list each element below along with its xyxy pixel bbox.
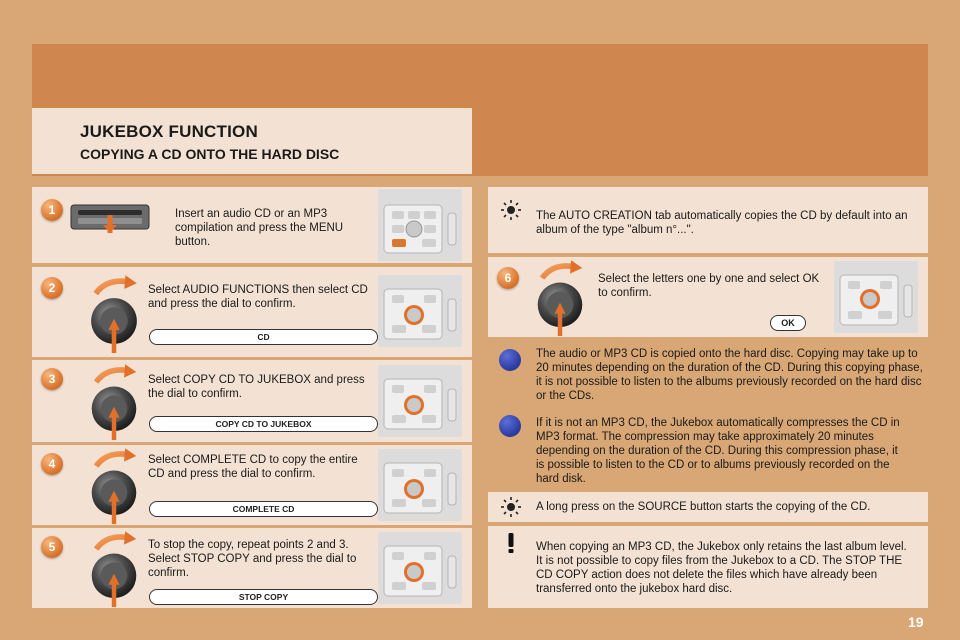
info-dot-icon (499, 349, 521, 371)
step-text: Select the letters one by one and select OK to confirm. (598, 273, 820, 299)
warning-mp3-copy (488, 526, 928, 608)
step-number-badge: 5 (41, 536, 63, 558)
page-title: JUKEBOX FUNCTION (80, 122, 258, 141)
menu-label-cd: CD (149, 329, 378, 345)
menu-label-copy-cd-to-jukebox: COPY CD TO JUKEBOX (149, 416, 378, 432)
light-bulb-icon (500, 199, 522, 221)
radio-control-panel (378, 365, 462, 437)
info-dot-icon (499, 415, 521, 437)
menu-label-ok: OK (770, 315, 806, 331)
warning-text: When copying an MP3 CD, the Jukebox only retains the last album level. It is not possible to copy files from the Jukebox to a CD. The STOP THE CD COPY action does not delete the files which have already been transferred onto the jukebox hard disc. (536, 541, 907, 595)
step-text: To stop the copy, repeat points 2 and 3. Select STOP COPY and press the dial to confirm. (148, 539, 357, 579)
step-number-badge: 3 (41, 368, 63, 390)
tip-text: A long press on the SOURCE button starts the copying of the CD. (536, 501, 871, 513)
step-number-badge: 4 (41, 453, 63, 475)
page-subtitle: COPYING A CD ONTO THE HARD DISC (80, 146, 340, 162)
page-number: 19 (908, 614, 924, 630)
light-bulb-icon (500, 496, 522, 518)
menu-label-stop-copy: STOP COPY (149, 589, 378, 605)
step-text: Select AUDIO FUNCTIONS then select CD and press the dial to confirm. (148, 284, 368, 310)
radio-control-panel (378, 189, 462, 261)
rotary-dial-icon (84, 273, 144, 353)
step-number-badge: 6 (497, 267, 519, 289)
step-text: Select COMPLETE CD to copy the entire CD and press the dial to confirm. (148, 454, 358, 480)
step-1 (32, 187, 472, 263)
radio-control-panel (378, 532, 462, 604)
info-text: The audio or MP3 CD is copied onto the hard disc. Copying may take up to 20 minutes depending on the duration of the CD. During this copying phase, it is not possible to listen to the albums previously recorded on the hard disc or the CDs. (536, 348, 923, 402)
step-2 (32, 267, 472, 357)
step-3 (32, 360, 472, 442)
menu-label-complete-cd: COMPLETE CD (149, 501, 378, 517)
step-number-badge: 1 (41, 199, 63, 221)
rotary-dial-icon (84, 446, 144, 524)
step-5 (32, 528, 472, 608)
step-text: Select COPY CD TO JUKEBOX and press the dial to confirm. (148, 374, 365, 400)
step-6 (488, 257, 928, 337)
radio-control-panel (378, 449, 462, 521)
step-number-badge: 2 (41, 277, 63, 299)
tip-auto-creation (488, 187, 928, 253)
cd-player-icon (70, 201, 150, 233)
step-text: Insert an audio CD or an MP3 compilation and press the MENU button. (175, 208, 344, 248)
radio-control-panel (834, 261, 918, 333)
rotary-dial-icon (84, 529, 144, 607)
tip-text: The AUTO CREATION tab automatically copies the CD by default into an album of the type "album n°...". (536, 210, 908, 236)
info-text: If it is not an MP3 CD, the Jukebox automatically compresses the CD in MP3 format. The compression may take approximately 20 minutes depending on the duration of the CD. During this compression phase, it is possible to listen to the CD or to albums previously recorded on the hard disk. (536, 417, 900, 485)
radio-control-panel (378, 275, 462, 347)
step-4 (32, 445, 472, 525)
rotary-dial-icon (84, 362, 144, 440)
info-compression (488, 407, 928, 487)
title-panel (32, 108, 472, 174)
rotary-dial-icon (530, 258, 590, 336)
exclamation-icon (500, 532, 522, 554)
tip-source-button (488, 492, 928, 522)
info-copy-duration (488, 341, 928, 403)
